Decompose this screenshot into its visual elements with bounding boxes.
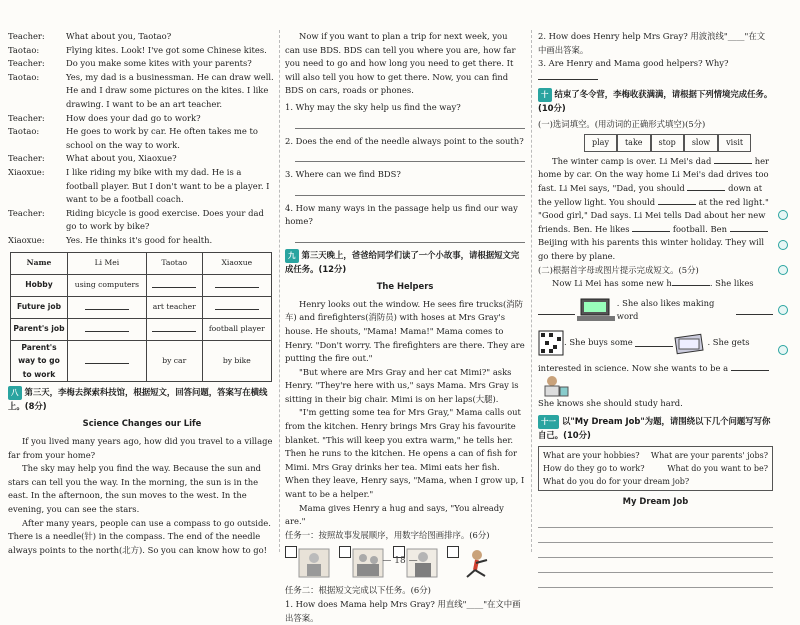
paragraph: "But where are Mrs Gray and her cat Mimi?" asks Henry. "They're here with us," says Mama. Mrs Gray is sitting in their big chair. Mimi is on her laps(大腿). — [285, 366, 519, 404]
fill-blank[interactable] — [538, 306, 575, 315]
utterance: Riding bicycle is good exercise. Does your dad go to work by bike? — [66, 207, 264, 232]
paragraph: If you lived many years ago, how did you travel to a village far from your home? — [8, 436, 273, 460]
section-heading: 九 第三天晚上，爸爸给同学们读了一个小故事，请根据短文完成任务。(12分) — [285, 249, 520, 274]
utterance: What about you, Taotao? — [66, 31, 172, 41]
dialogue-line — [8, 166, 276, 207]
column-right — [538, 30, 773, 588]
question: 4. How many ways in the passage help us find our way home? — [285, 202, 518, 227]
table-row: Future job art teacher — [11, 296, 272, 318]
speaker: Taotao: — [8, 71, 40, 82]
speaker: Teacher: — [8, 207, 45, 218]
fill-blank[interactable] — [632, 223, 670, 232]
fill-blank[interactable] — [736, 306, 773, 315]
sentence: Now Li Mei has some new h . She likes — [552, 278, 754, 289]
table-header: Name — [11, 252, 68, 274]
utterance: I like riding my bike with my dad. He is a football player. But I don't want to be a player. I want to be a football coach. — [66, 166, 270, 205]
paragraph: "I'm getting some tea for Mrs Gray," Mama calls out from the kitchen. Henry brings Mrs Gray his favourite blanket. "This will keep you extra warm," he tells her. Then he runs to the kitchen. He opens a can of fish for Mimi. Mrs Gray drinks her tea. Mimi eats her fish. When they leave, Henry says, "Mama, when I grow up, I want to be a helper." — [285, 407, 525, 500]
task-instruction: 任务二：根据短文完成以下任务。(6分) — [285, 585, 431, 596]
speaker: Xiaoxue: — [8, 166, 45, 177]
section-number: 十 — [538, 88, 552, 102]
answer-line[interactable] — [295, 117, 525, 129]
column-divider — [279, 30, 280, 552]
table-header: Li Mei — [68, 252, 147, 274]
speaker: Xiaoxue: — [8, 234, 45, 245]
speaker: Teacher: — [8, 31, 45, 41]
speaker: Teacher: — [8, 58, 45, 69]
table-header: Taotao — [146, 252, 202, 274]
books-icon — [673, 330, 707, 356]
paragraph: Henry looks out the window. He sees fire trucks(消防车) and firefighters(消防员) with hoses at Mrs Gray's house. He shouts, "Mama! Mama!" Mama comes to Henry. "Don't worry. The firefighters are there. They are putting the fire out." — [285, 298, 525, 364]
paragraph: Now if you want to plan a trip for next week, you can use BDS. BDS can tell you where you are, how far you need to go and how long you need to get there. It will also tell you how to get there. Now, you can find BDS on cars, roads or phones. — [285, 31, 516, 96]
fill-blank[interactable] — [672, 277, 710, 286]
dialogue-line — [8, 112, 276, 126]
hint-row: . She buys some . She gets — [538, 330, 773, 356]
speaker: Teacher: — [8, 153, 45, 164]
section-heading: 十 结束了冬令营，李梅收获满满，请根据下列情境完成任务。(10分) — [538, 89, 773, 113]
paragraph: The sky may help you find the way. Because the sun and stars can tell you the way. In the morning, the sun is in the east. In the afternoon, the sun moves to the west. In the evening, you can see the stars. — [8, 463, 262, 515]
binding-hole-icon — [778, 345, 788, 355]
writing-line[interactable] — [538, 573, 773, 588]
prompt-box: What are your hobbies? What are your parents' jobs? How do they go to work? What do you want to be? What do you do for your dream job? — [538, 446, 773, 491]
answer-line[interactable] — [295, 184, 525, 196]
hint-row: . She also likes making word — [538, 297, 773, 324]
sub-instruction: (一)选词填空。(用动词的正确形式填空)(5分) — [538, 118, 706, 129]
word-bank-item: take — [617, 134, 651, 152]
sub-instruction: (二)根据首字母或图片提示完成短文。(5分) — [538, 264, 699, 275]
section-number: 八 — [8, 386, 22, 400]
utterance: How does your dad go to work? — [66, 112, 201, 123]
dialogue — [8, 30, 276, 248]
writing-line[interactable] — [538, 513, 773, 528]
word-bank-item: visit — [718, 134, 751, 152]
fill-blank[interactable] — [731, 362, 769, 371]
word-bank-item: slow — [684, 134, 718, 152]
info-table — [10, 252, 272, 383]
section-heading: 八 第三天，李梅去探索科技馆，根据短文，回答问题，答案写在横线上。(8分) — [8, 387, 268, 411]
section-heading: 十一 以"My Dream Job"为题，请围绕以下几个问题写写你自己。(10分) — [538, 416, 771, 440]
utterance: He goes to work by car. He often takes me to school on the way to work. — [66, 126, 258, 150]
question: 3. Are Henry and Mama good helpers? Why? — [538, 57, 773, 84]
table-row: Parent's way to go to work by car by bike — [11, 340, 272, 382]
scientist-icon — [538, 375, 572, 397]
word-bank-item: stop — [651, 134, 684, 152]
table-header: Xiaoxue — [202, 252, 271, 274]
speaker: Taotao: — [8, 44, 40, 55]
paragraph: Mama gives Henry a hug and says, "You already are." — [285, 502, 504, 527]
binding-hole-icon — [778, 265, 788, 275]
speaker: Taotao: — [8, 126, 40, 137]
answer-line[interactable] — [295, 150, 525, 162]
dialogue-line — [8, 44, 276, 58]
binding-hole-icon — [778, 210, 788, 220]
column-left — [8, 30, 276, 557]
utterance: Do you make some kites with your parents? — [66, 58, 252, 69]
table-row: Parent's job football player — [11, 318, 272, 340]
speaker: Teacher: — [8, 112, 45, 123]
word-bank-item: play — [584, 134, 617, 152]
passage-title: The Helpers — [376, 281, 434, 292]
binding-hole-icon — [778, 305, 788, 315]
question: 3. Where can we find BDS? — [285, 169, 401, 180]
section-number: 九 — [285, 249, 299, 263]
column-middle — [285, 30, 525, 625]
question: 1. Why may the sky help us find the way? — [285, 101, 461, 112]
utterance: Yes, my dad is a businessman. He can draw well. He and I draw some pictures on the kites. I like drawing. I want to be an art teacher. — [66, 71, 274, 109]
utterance: Flying kites. Look! I've got some Chinese kites. — [66, 44, 267, 55]
sentence: interested in science. Now she wants to be a — [538, 362, 773, 398]
dialogue-line — [8, 71, 276, 112]
dialogue-line — [8, 30, 276, 44]
essay-title: My Dream Job — [622, 496, 689, 507]
dialogue-line — [8, 152, 276, 166]
sentence: She knows she should study hard. — [538, 398, 683, 409]
binding-hole-icon — [778, 240, 788, 250]
fill-blank[interactable] — [658, 196, 696, 205]
fill-blank[interactable] — [635, 338, 673, 347]
utterance: Yes. He thinks it's good for health. — [66, 234, 213, 245]
fill-blank[interactable] — [730, 223, 768, 232]
question: 2. Does the end of the needle always point to the south? — [285, 135, 524, 146]
question: 2. How does Henry help Mrs Gray? 用波浪线"____"在文中画出答案。 — [538, 31, 766, 55]
answer-blank[interactable] — [538, 71, 598, 80]
section-number: 十一 — [538, 415, 559, 429]
answer-line[interactable] — [295, 231, 525, 243]
fill-blank[interactable] — [714, 155, 752, 164]
column-divider — [531, 30, 532, 552]
writing-line[interactable] — [538, 528, 773, 543]
table-row: Hobby using computers — [11, 274, 272, 296]
computer-icon — [575, 297, 617, 323]
dialogue-line — [8, 57, 276, 71]
fill-blank[interactable] — [687, 182, 725, 191]
task-instruction: 任务一：按照故事发展顺序，用数字给图画排序。(6分) — [285, 529, 490, 540]
word-bank — [584, 134, 773, 152]
fill-paragraph: The winter camp is over. Li Mei's dad her home by car. On the way home Li Mei's dad drives too fast. Li Mei says, "Dad, you should down at the yellow light. You should at the red light." "Good girl," Dad says. Li Mei tells Dad about her new friends. Ben. He likes football. Ben Beijing with his parents this winter holiday. They will go there by plane. — [538, 155, 770, 261]
dialogue-line — [8, 125, 276, 152]
question: 1. How does Mama help Mrs Gray? 用直线"____"在文中画出答案。 — [285, 599, 521, 623]
dialogue-line — [8, 207, 276, 234]
passage-title: Science Changes our Life — [82, 418, 202, 429]
paragraph: After many years, people can use a compass to go outside. There is a needle(针) in the compass. The end of the needle always points to the north(北方). So you can know how to go! — [8, 517, 271, 555]
page-number: — 18 — — [382, 556, 418, 566]
dialogue-line — [8, 234, 276, 248]
utterance: What about you, Xiaoxue? — [66, 153, 177, 164]
word-puzzle-icon — [538, 330, 564, 356]
